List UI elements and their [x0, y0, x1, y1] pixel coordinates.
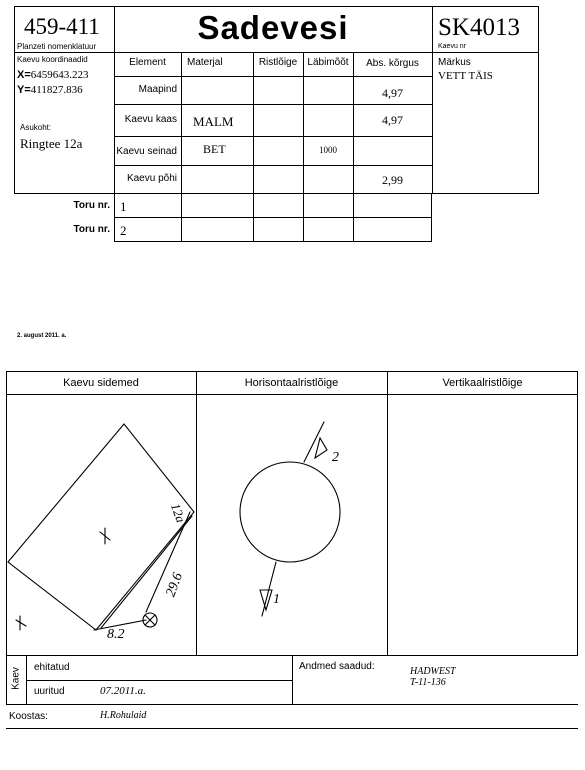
- table-col-line: [303, 52, 304, 194]
- location-value: Ringtee 12a: [20, 136, 83, 151]
- pipe-1-label: 1: [273, 592, 280, 607]
- side-label: Kaev: [10, 667, 22, 690]
- coords-label: Kaevu koordinaadid: [17, 55, 88, 64]
- ties-sketch: [6, 394, 196, 656]
- compiled-value: H.Rohulaid: [100, 710, 147, 721]
- pipe-2-line: [304, 422, 324, 462]
- well-number: SK4013: [438, 14, 520, 41]
- row-abs-height: 4,97: [382, 86, 403, 100]
- pipe-col-line: [253, 194, 254, 242]
- row-element: Maapind: [138, 84, 177, 95]
- divider-title: [114, 52, 539, 53]
- table-col-line: [253, 52, 254, 194]
- divider-nomenclature: [14, 52, 114, 53]
- column-header-diameter: Läbimõõt: [307, 57, 349, 68]
- built-label: ehitatud: [34, 662, 70, 673]
- hatch-mark: [16, 616, 26, 630]
- pipe-value: 1: [120, 199, 127, 214]
- x-coordinate: [17, 69, 89, 81]
- building-outline: [8, 424, 194, 630]
- compiled-line: [6, 728, 578, 729]
- pipe-row-line: [114, 217, 432, 218]
- remarks-value: VETT TÄIS: [438, 70, 493, 82]
- row-material: BET: [203, 142, 226, 156]
- sketch-col-line: [387, 371, 388, 656]
- row-diameter: 1000: [319, 145, 337, 155]
- pipe-frame: [114, 194, 432, 242]
- hatch-mark: [100, 528, 110, 544]
- footer-mid-line: [292, 656, 293, 704]
- footer-row-line: [26, 680, 292, 681]
- x-value: 6459643.223: [30, 69, 89, 81]
- data-received-value-1: HADWEST: [410, 666, 456, 677]
- nomenclature-label: Planzeti nomenklatuur: [17, 42, 97, 51]
- panel-title: Vertikaalristlõige: [442, 377, 523, 389]
- column-header-cross-section: Ristlõige: [258, 57, 298, 68]
- y-label: Y=: [17, 84, 31, 96]
- data-received-value-2: T-11-136: [410, 677, 446, 688]
- pipe-label: Toru nr.: [73, 200, 110, 211]
- pipe-col-line: [181, 194, 182, 242]
- table-row-line: [114, 165, 432, 166]
- row-element: Kaevu kaas: [124, 114, 177, 125]
- pipe-2-label: 2: [332, 450, 339, 465]
- page-title: Sadevesi: [197, 9, 349, 46]
- column-header-abs-height: Abs. kõrgus: [366, 58, 419, 69]
- date-note: 2. august 2011. a.: [17, 333, 67, 339]
- pipe-col-line: [303, 194, 304, 242]
- table-col-line: [181, 52, 182, 194]
- column-header-material: Materjal: [187, 57, 223, 68]
- row-element: Kaevu seinad: [116, 146, 177, 157]
- distance-long-label: 29.6: [163, 570, 187, 599]
- pipe-value: 2: [120, 223, 127, 238]
- y-value: 411827.836: [30, 84, 83, 96]
- compiled-label: Koostas:: [9, 711, 48, 722]
- table-row-line: [114, 136, 432, 137]
- well-number-label: Kaevu nr: [438, 43, 467, 50]
- column-header-element: Element: [129, 57, 166, 68]
- table-row-line: [114, 76, 432, 77]
- data-received-label: Andmed saadud:: [299, 661, 375, 672]
- row-abs-height: 4,97: [382, 113, 403, 127]
- footer-left-line: [6, 656, 7, 704]
- table-row-line: [114, 104, 432, 105]
- building-number-label: 12a: [167, 501, 189, 525]
- x-label: X=: [17, 69, 31, 81]
- row-element: Kaevu põhi: [126, 173, 177, 184]
- location-label: Asukoht:: [20, 123, 52, 132]
- surveyed-value: 07.2011.a.: [100, 685, 146, 697]
- pipe-label: Toru nr.: [73, 224, 110, 235]
- row-material: MALM: [193, 114, 234, 129]
- panel-title: Horisontaalristlõige: [244, 377, 339, 389]
- remarks-label: Märkus: [438, 57, 471, 68]
- row-abs-height: 2,99: [382, 173, 403, 187]
- distance-short-label: 8.2: [107, 627, 125, 642]
- pipe-2-arrow: [315, 438, 327, 458]
- horizontal-section-sketch: [196, 394, 387, 656]
- pipe-col-line: [353, 194, 354, 242]
- footer-bottom-line: [6, 704, 578, 705]
- well-outline: [240, 462, 340, 562]
- divider-right: [432, 6, 433, 194]
- y-coordinate: [17, 84, 83, 96]
- panel-title: Kaevu sidemed: [63, 377, 139, 389]
- nomenclature-number: 459-411: [24, 14, 100, 39]
- surveyed-label: uuritud: [34, 686, 65, 697]
